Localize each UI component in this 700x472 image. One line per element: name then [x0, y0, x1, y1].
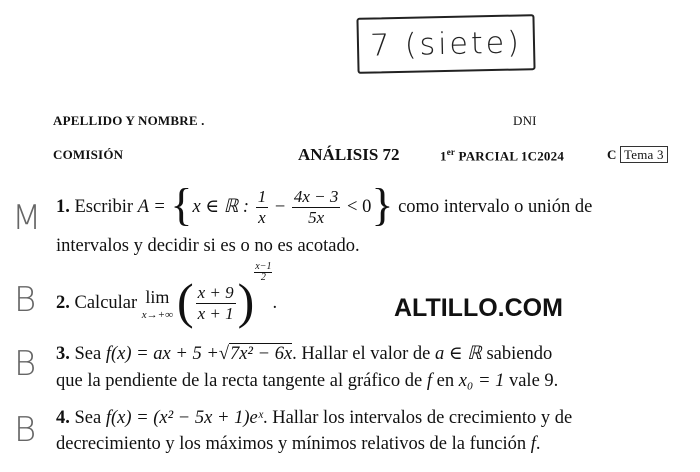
problem-3-line2f: f	[426, 371, 432, 391]
problem-3-line-1	[56, 342, 552, 366]
commission-label: COMISIÓN	[53, 147, 124, 162]
left-brace: {	[170, 178, 193, 230]
fraction-1	[256, 188, 269, 227]
base-num: x + 9	[197, 283, 234, 302]
limit	[142, 286, 173, 320]
problem-3-post2: sabiendo	[486, 344, 553, 364]
problem-2-number: 2.	[56, 292, 70, 313]
problem-3-line2c: vale 9.	[508, 371, 559, 391]
problem-4-post: . Hallar los intervalos de crecimiento y de	[262, 408, 573, 428]
fraction-1-den: x	[258, 207, 266, 227]
base-den: x + 1	[197, 303, 234, 323]
problem-3-line2a: que la pendiente de la recta tangente al gráfico de	[56, 371, 423, 391]
sqrt-sign: √	[218, 344, 229, 364]
problem-3-pre: Sea	[74, 344, 102, 364]
exam-name: PARCIAL 1C2024	[458, 148, 565, 164]
limit-word: lim	[145, 287, 170, 308]
exam-label	[440, 147, 564, 164]
problem-3-line-2	[56, 369, 558, 393]
variant-letter: C	[607, 147, 617, 162]
problem-3-radicand: 7x² − 6x	[229, 344, 293, 364]
problem-1-cond: < 0	[347, 196, 372, 217]
problem-4-line-2	[56, 432, 541, 456]
problem-3-line2b: en	[436, 371, 455, 391]
exponent	[254, 262, 272, 283]
subject-title: ANÁLISIS 72	[298, 145, 400, 164]
name-label: APELLIDO Y NOMBRE .	[53, 113, 205, 128]
margin-mark-1: M	[12, 198, 42, 238]
problem-1-post: como intervalo o unión de	[398, 196, 593, 217]
fraction-2-num: 4x − 3	[293, 187, 339, 206]
problem-1-line-1	[56, 178, 593, 230]
fraction-2-den: 5x	[308, 207, 325, 227]
base-fraction	[196, 284, 236, 323]
problem-3-number: 3.	[56, 344, 70, 364]
problem-2-end: .	[272, 292, 278, 313]
exponent-num: x−1	[255, 261, 272, 272]
problem-3-var: a ∈ ℝ	[434, 344, 482, 364]
limit-sub: x→+∞	[141, 308, 173, 321]
minus-sign: −	[274, 196, 286, 217]
margin-mark-2: B	[14, 280, 37, 320]
problem-3-function: f(x) = ax + 5 +	[105, 344, 219, 364]
exponent-den: 2	[260, 272, 266, 283]
tema-box: Tema 3	[620, 146, 668, 163]
problem-1-set-in: x ∈ ℝ :	[192, 196, 250, 217]
exam-ord: 1	[440, 148, 447, 164]
problem-2-pre: Calcular	[74, 292, 138, 313]
watermark: ALTILLO.COM	[394, 294, 563, 322]
problem-2-line-1	[56, 261, 278, 329]
problem-4-line-1	[56, 406, 572, 430]
right-brace: }	[371, 178, 394, 230]
dni-label: DNI	[513, 113, 537, 128]
problem-4-line2f: f	[530, 434, 536, 454]
problem-3-post: . Hallar el valor de	[292, 344, 431, 364]
problem-1-set-lhs: A =	[137, 196, 166, 217]
problem-4-line2b: .	[535, 434, 541, 454]
left-paren: (	[176, 272, 194, 329]
problem-4-line2a: decrecimiento y los máximos y mínimos relativos de la función	[56, 434, 527, 454]
problem-4-pre: Sea	[74, 408, 102, 428]
problem-4-number: 4.	[56, 408, 70, 428]
right-paren: )	[237, 272, 255, 329]
margin-mark-3: B	[14, 344, 37, 384]
problem-3-line2x: x₀ = 1	[458, 371, 505, 391]
fraction-1-num: 1	[257, 187, 267, 206]
problem-1-line-2: intervalos y decidir si es o no es acotado.	[56, 236, 360, 256]
exam-ord-sup: er	[446, 147, 456, 157]
problem-1-number: 1.	[56, 196, 70, 217]
grade-text: 7 (siete)	[369, 24, 523, 64]
fraction-2	[292, 188, 341, 227]
margin-mark-4: B	[14, 410, 37, 450]
variant-label	[607, 147, 668, 163]
problem-1-pre: Escribir	[74, 196, 134, 217]
problem-4-function: f(x) = (x² − 5x + 1)eˣ	[105, 408, 263, 428]
grade-box	[356, 14, 535, 74]
